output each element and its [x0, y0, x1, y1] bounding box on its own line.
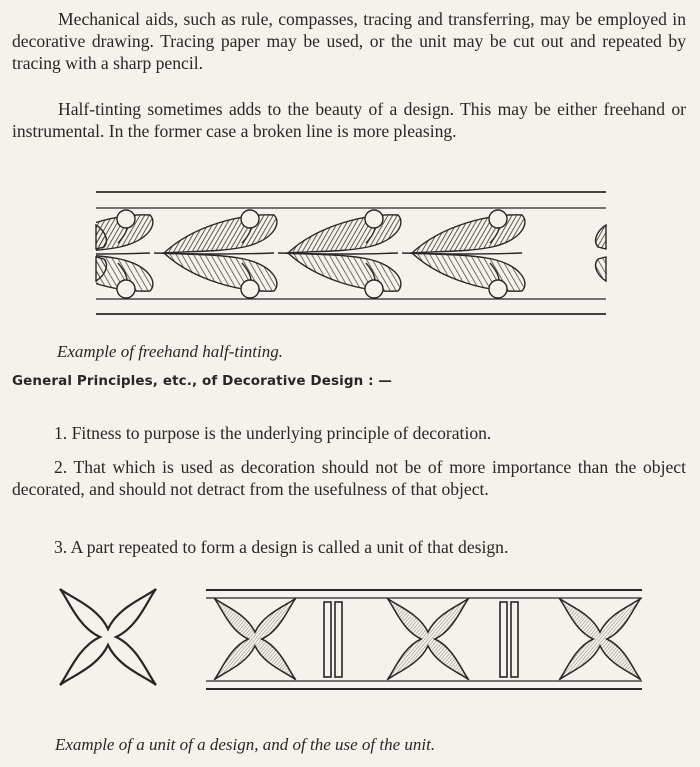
principle-item-2: 2. That which is used as decoration should not be of more importance than the object decorated, and should not detract from the usefulness of that object.: [12, 457, 686, 499]
paragraph-half-tinting: Half-tinting sometimes adds to the beauty of a design. This may be either freehand or instrumental. In the former case a broken line is more pleasing.: [12, 99, 686, 141]
principle-item-3: 3. A part repeated to form a design is called a unit of that design.: [54, 537, 509, 557]
principle-item-1: 1. Fitness to purpose is the underlying principle of decoration.: [54, 423, 492, 443]
paragraph-mechanical-aids: Mechanical aids, such as rule, compasses, tracing and transferring, may be employed in decorative drawing. Tracing paper may be used, or the unit may be cut out and repeated by tracing with a sharp pencil.: [12, 9, 686, 73]
section-heading: General Principles, etc., of Decorative Design : —: [12, 373, 392, 389]
quatrefoil-unit-icon: [0, 582, 700, 722]
figure-caption-unit: Example of a unit of a design, and of the use of the unit.: [55, 735, 436, 754]
leaf-border-icon: [0, 185, 700, 325]
figure-caption-half-tinting: Example of freehand half-tinting.: [57, 342, 283, 361]
